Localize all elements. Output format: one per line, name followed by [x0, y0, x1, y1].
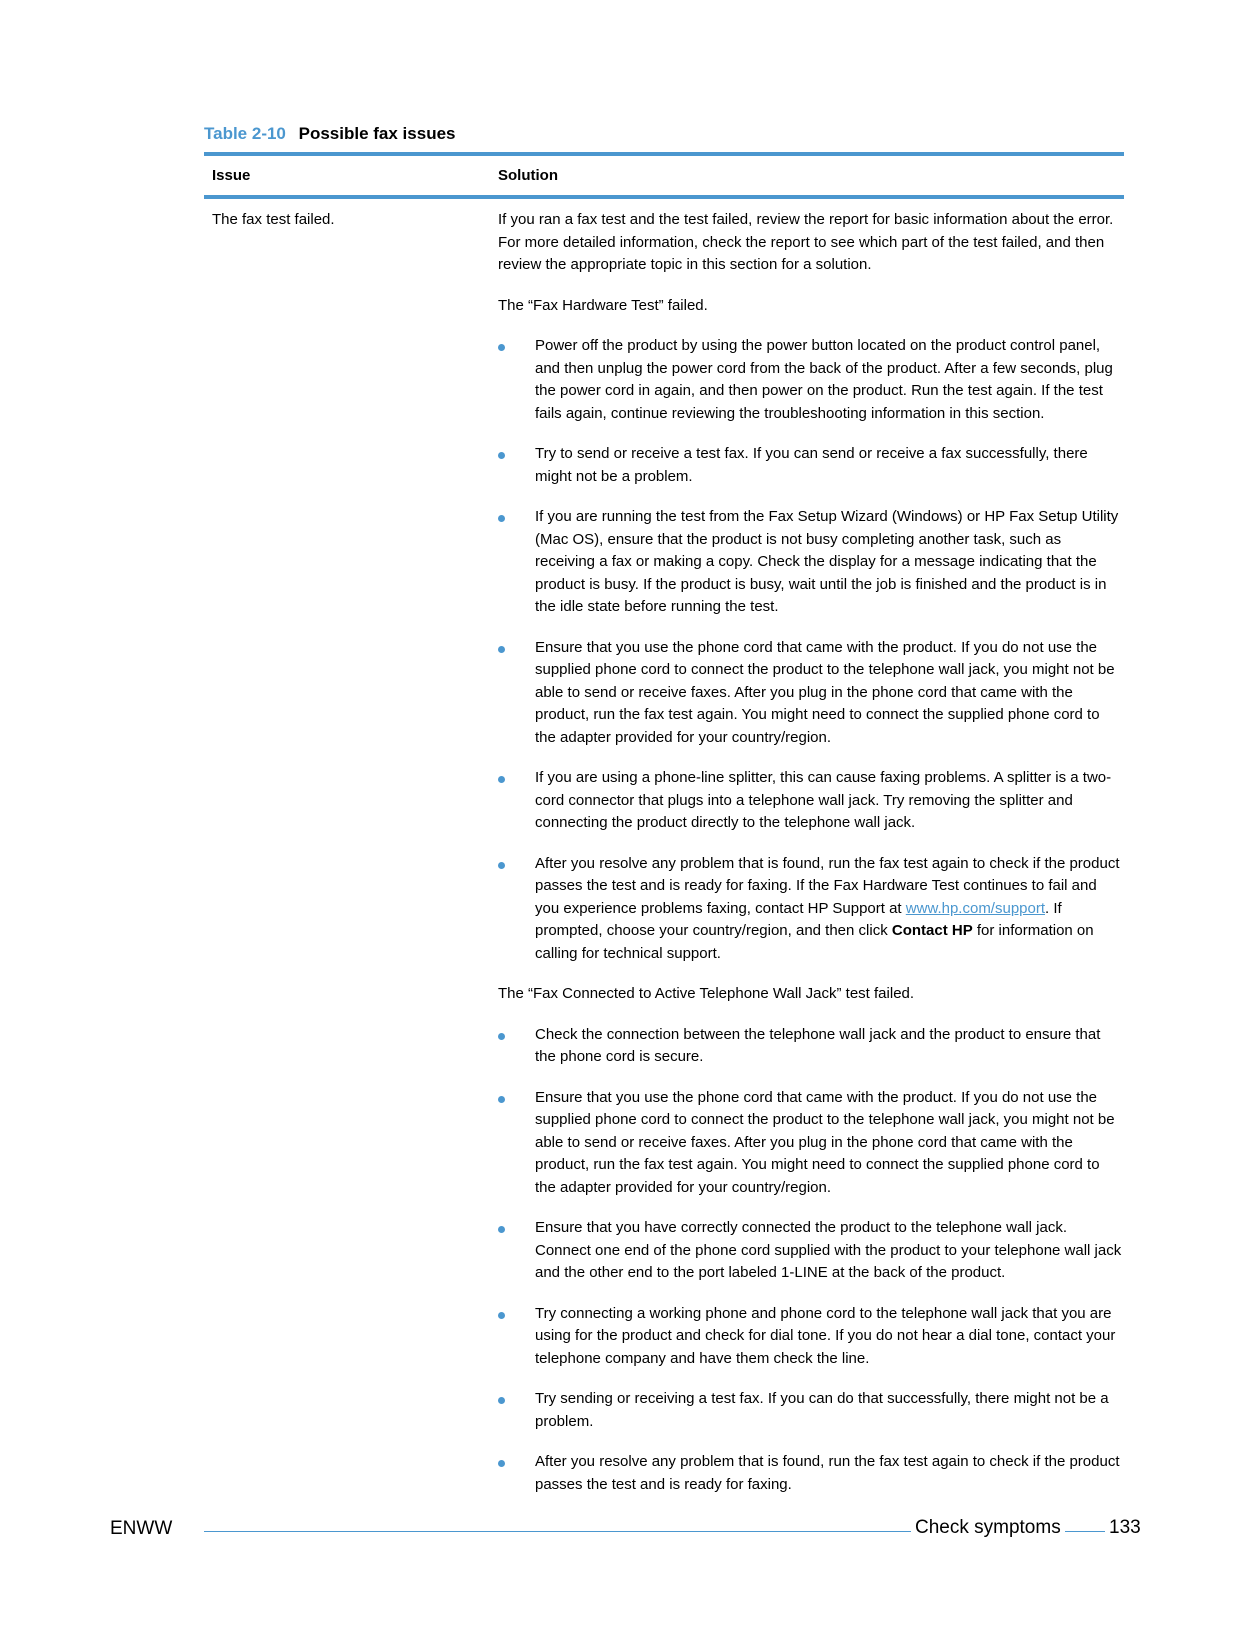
list-item — [498, 853, 1124, 966]
list-item — [498, 637, 1124, 750]
list-item — [498, 1388, 1124, 1433]
bullet-icon — [498, 1096, 505, 1103]
table-header-rule — [204, 195, 1124, 199]
list-item-text-part3: for information on calling for technical support. — [535, 922, 1094, 962]
bullet-icon — [498, 1460, 505, 1467]
list-item — [498, 1451, 1124, 1496]
list-item-text: Try connecting a working phone and phone cord to the telephone wall jack that you are using for the product and check for dial tone. If you do not hear a dial tone, contact your telephone company and have them check the line. — [535, 1304, 1116, 1367]
bullet-icon — [498, 452, 505, 459]
table-caption-number: Table 2-10 — [204, 124, 286, 143]
bullet-icon — [498, 1226, 505, 1233]
issue-cell: The fax test failed. — [212, 211, 335, 228]
contact-hp-label: Contact HP — [891, 922, 973, 939]
page-number: 133 — [1105, 1517, 1145, 1539]
bullet-icon — [498, 1397, 505, 1404]
list-item-text-part2: . If prompted, choose your country/region, and then click — [535, 899, 1062, 939]
list-item-text: Ensure that you use the phone cord that came with the product. If you do not use the supplied phone cord to connect the product to the telephone wall jack, you might not be able to send or receive faxes. After you plug in the phone cord that came with the product, run the fax test again. You might need to connect the supplied phone cord to the adapter provided for your country/region. — [535, 1088, 1115, 1196]
footer-doc-code: ENWW — [110, 1518, 173, 1539]
bullet-icon — [498, 1312, 505, 1319]
solution-cell — [498, 209, 1124, 1514]
footer-section-title: Check symptoms — [911, 1517, 1065, 1539]
bullet-icon — [498, 776, 505, 783]
list-item-text: Ensure that you have correctly connected the product to the telephone wall jack. Connect one end of the phone cord supplied with the product to your telephone wall jack and the other end to the port labeled 1-LINE at the back of the product. — [535, 1219, 1122, 1281]
list-item — [498, 1217, 1124, 1285]
list-item — [498, 335, 1124, 425]
table-top-rule — [204, 152, 1124, 156]
list-item-text: Try sending or receiving a test fax. If you can do that successfully, there might not be a problem. — [535, 1390, 1109, 1430]
wall-jack-test-heading: The “Fax Connected to Active Telephone Wall Jack” test failed. — [498, 985, 915, 1002]
hp-support-link[interactable]: www.hp.com/support — [905, 899, 1046, 917]
table-caption-title: Possible fax issues — [298, 124, 456, 143]
list-item — [498, 443, 1124, 488]
list-item-text: After you resolve any problem that is found, run the fax test again to check if the product passes the test and is ready for faxing. — [535, 1453, 1120, 1493]
hardware-test-list — [498, 335, 1124, 965]
list-item — [498, 1087, 1124, 1200]
bullet-icon — [498, 862, 505, 869]
bullet-icon — [498, 1033, 505, 1040]
bullet-icon — [498, 646, 505, 653]
list-item-text: Check the connection between the telephone wall jack and the product to ensure that the phone cord is secure. — [535, 1025, 1101, 1065]
list-item-text-part1: After you resolve any problem that is found, run the fax test again to check if the product passes the test and is ready for faxing. If the Fax Hardware Test continues to fail and you experience problems faxing, contact HP Support at — [535, 854, 1120, 917]
list-item — [498, 767, 1124, 835]
list-item — [498, 506, 1124, 619]
list-item-text: If you are running the test from the Fax Setup Wizard (Windows) or HP Fax Setup Utility (Mac OS), ensure that the product is not busy completing another task, such as receiving a fax or making a copy. Check the display for a message indicating that the product is busy. If the product is busy, wait until the job is finished and the product is in the idle state before running the test. — [535, 508, 1119, 615]
list-item-text: Try to send or receive a test fax. If you can send or receive a fax successfully, there might not be a problem. — [535, 445, 1088, 485]
list-item-text: Ensure that you use the phone cord that came with the product. If you do not use the supplied phone cord to connect the product to the telephone wall jack, you might not be able to send or receive faxes. After you plug in the phone cord that came with the product, run the fax test again. You might need to connect the supplied phone cord to the adapter provided for your country/region. — [535, 638, 1115, 746]
list-item-text: If you are using a phone-line splitter, this can cause faxing problems. A splitter is a two-cord connector that plugs into a telephone wall jack. Try removing the splitter and connecting the product directly to the telephone wall jack. — [535, 769, 1112, 831]
hardware-test-heading: The “Fax Hardware Test” failed. — [498, 296, 708, 314]
table-caption — [204, 124, 456, 144]
column-header-issue: Issue — [212, 167, 251, 184]
column-header-solution: Solution — [498, 167, 558, 184]
wall-jack-test-list — [498, 1024, 1124, 1497]
list-item — [498, 1024, 1124, 1069]
solution-intro: If you ran a fax test and the test failed, review the report for basic information about the error. For more detailed information, check the report to see which part of the test failed, and then review the appropriate topic in this section for a solution. — [498, 211, 1114, 273]
list-item — [498, 1303, 1124, 1371]
bullet-icon — [498, 515, 505, 522]
list-item-text: Power off the product by using the power button located on the product control panel, and then unplug the power cord from the back of the product. After a few seconds, plug the power cord in again, and then power on the product. Run the test again. If the test fails again, continue reviewing the troubleshooting information in this section. — [535, 337, 1113, 422]
bullet-icon — [498, 344, 505, 351]
